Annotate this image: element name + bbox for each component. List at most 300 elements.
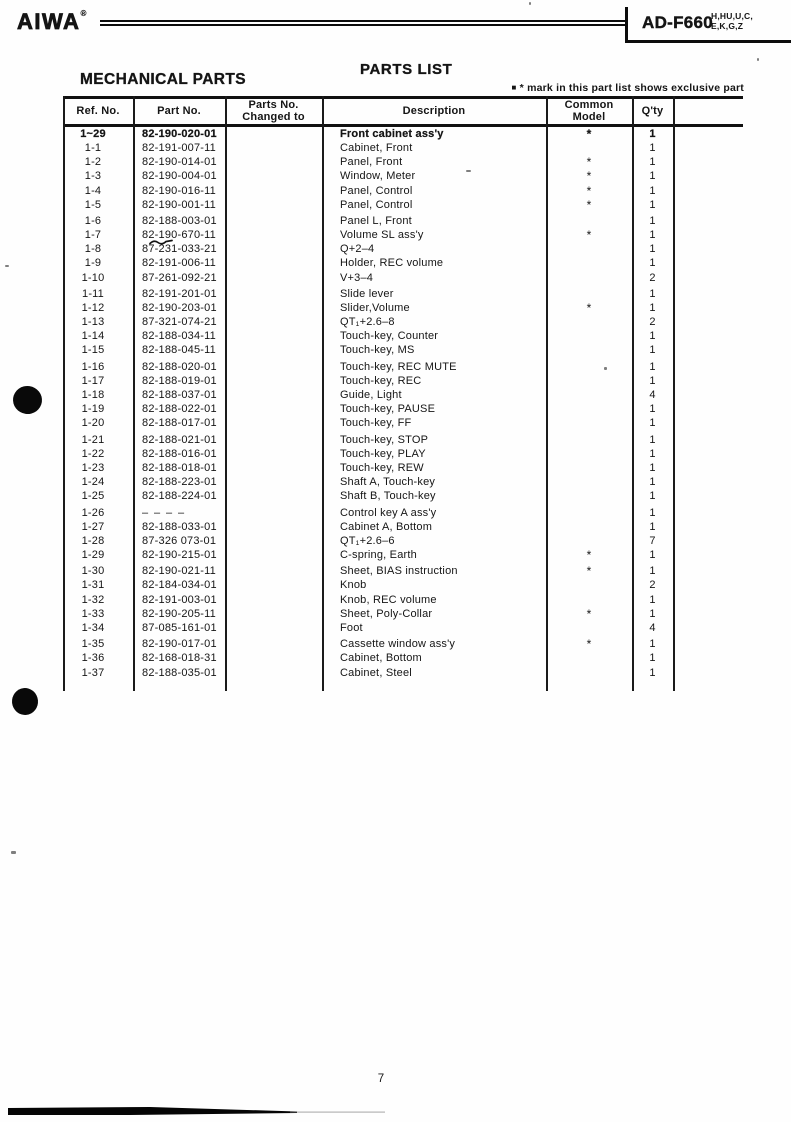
cell-part-no: 82-190-021-11 bbox=[142, 565, 216, 578]
cell-description: Touch-key, FF bbox=[340, 417, 412, 430]
cell-parts-no-changed-to bbox=[225, 141, 322, 155]
cell-common-model bbox=[546, 461, 632, 475]
row-group bbox=[63, 127, 743, 212]
cell-qty: 1 bbox=[649, 287, 656, 300]
cell-ref-no: 1-33 bbox=[81, 607, 105, 620]
page-number: 7 bbox=[377, 1073, 385, 1085]
cell-common-model: * bbox=[586, 127, 592, 141]
cell-ref-no: 1-16 bbox=[81, 360, 105, 373]
cell-part-no: 82-191-006-11 bbox=[142, 257, 216, 270]
table-row bbox=[63, 287, 743, 301]
aiwa-logo bbox=[17, 9, 86, 35]
cell-part-no: 82-188-018-01 bbox=[142, 461, 217, 474]
cell-description: Sheet, BIAS instruction bbox=[340, 565, 458, 578]
cell-ref-no: 1-2 bbox=[84, 156, 102, 169]
cell-parts-no-changed-to bbox=[225, 360, 322, 374]
cell-common-model bbox=[546, 578, 632, 592]
cell-part-no: 82-188-003-01 bbox=[142, 215, 217, 228]
cell-ref-no: 1-17 bbox=[81, 374, 105, 387]
cell-common-model bbox=[546, 242, 632, 256]
cell-part-no: 87-231-033-21 bbox=[142, 243, 217, 256]
cell-parts-no-changed-to bbox=[225, 329, 322, 343]
cell-part-no: 82-188-020-01 bbox=[142, 360, 217, 373]
cell-parts-no-changed-to bbox=[225, 637, 322, 651]
cell-parts-no-changed-to bbox=[225, 607, 322, 621]
cell-parts-no-changed-to bbox=[225, 214, 322, 228]
cell-parts-no-changed-to bbox=[225, 433, 322, 447]
cell-part-no: 82-188-017-01 bbox=[142, 417, 217, 430]
cell-description: Sheet, Poly-Collar bbox=[340, 607, 433, 620]
cell-parts-no-changed-to bbox=[225, 242, 322, 256]
cell-part-no: 82-188-033-01 bbox=[142, 520, 217, 533]
cell-ref-no: 1-28 bbox=[81, 534, 105, 547]
table-row bbox=[63, 534, 743, 548]
cell-qty: 1 bbox=[649, 344, 656, 357]
cell-common-model: * bbox=[586, 301, 592, 316]
cell-ref-no: 1-11 bbox=[82, 287, 104, 300]
cell-ref-no: 1-25 bbox=[81, 490, 105, 503]
cell-parts-no-changed-to bbox=[225, 416, 322, 430]
cell-qty: 1 bbox=[649, 447, 656, 460]
note-star: * bbox=[519, 82, 524, 94]
table-row bbox=[63, 374, 743, 388]
cell-description: Touch-key, REW bbox=[340, 461, 424, 474]
table-row bbox=[63, 184, 743, 198]
cell-parts-no-changed-to bbox=[225, 475, 322, 489]
cell-qty: 1 bbox=[649, 403, 656, 416]
column-header-line: Changed to bbox=[242, 110, 305, 123]
cell-ref-no: 1-22 bbox=[81, 447, 105, 460]
cell-parts-no-changed-to bbox=[225, 388, 322, 402]
cell-description: Knob bbox=[340, 579, 367, 592]
cell-description: Knob, REC volume bbox=[340, 593, 437, 606]
cell-parts-no-changed-to bbox=[225, 578, 322, 592]
cell-qty: 2 bbox=[649, 579, 656, 592]
table-row bbox=[63, 214, 743, 228]
cell-parts-no-changed-to bbox=[225, 155, 322, 169]
cell-ref-no: 1-29 bbox=[81, 549, 105, 562]
cell-common-model: * bbox=[586, 637, 592, 652]
cell-ref-no: 1-14 bbox=[81, 330, 105, 343]
cell-common-model bbox=[546, 475, 632, 489]
cell-common-model bbox=[546, 651, 632, 665]
brand-name: AIWA bbox=[17, 9, 81, 34]
cell-qty: 1 bbox=[649, 257, 656, 270]
column-header-line: Parts No. bbox=[248, 98, 299, 111]
table-row bbox=[63, 343, 743, 357]
cell-parts-no-changed-to bbox=[225, 621, 322, 635]
section-title: MECHANICAL PARTS bbox=[80, 71, 246, 88]
table-row bbox=[63, 360, 743, 374]
cell-qty: 1 bbox=[649, 565, 656, 578]
scan-speck bbox=[11, 851, 16, 854]
cell-part-no: 82-188-021-01 bbox=[142, 433, 217, 446]
table-row bbox=[63, 461, 743, 475]
cell-qty: 1 bbox=[649, 360, 656, 373]
cell-part-no: 82-188-022-01 bbox=[142, 403, 217, 416]
table-row bbox=[63, 198, 743, 212]
cell-ref-no: 1-19 bbox=[81, 403, 105, 416]
cell-common-model bbox=[546, 447, 632, 461]
cell-ref-no: 1-21 bbox=[81, 433, 105, 446]
cell-parts-no-changed-to bbox=[225, 447, 322, 461]
cell-part-no: 82-188-045-11 bbox=[142, 344, 216, 357]
cell-ref-no: 1~29 bbox=[80, 128, 106, 140]
cell-description: Control key A ass'y bbox=[340, 506, 437, 519]
cell-qty: 7 bbox=[649, 534, 656, 547]
model-versions-line1: H,HU,U,C, bbox=[711, 11, 753, 21]
cell-part-no: 82-188-035-01 bbox=[142, 666, 217, 679]
cell-parts-no-changed-to bbox=[225, 506, 322, 520]
cell-description: Window, Meter bbox=[340, 170, 416, 183]
cell-part-no: 82-190-670-11 bbox=[142, 229, 216, 242]
cell-qty: 1 bbox=[649, 243, 656, 256]
cell-ref-no: 1-35 bbox=[81, 638, 105, 651]
scan-speck bbox=[529, 2, 531, 5]
cell-ref-no: 1-12 bbox=[81, 302, 105, 315]
cell-common-model bbox=[546, 416, 632, 430]
cell-part-no: – – – – bbox=[142, 506, 185, 519]
cell-description: Front cabinet ass'y bbox=[340, 128, 444, 140]
cell-part-no: 82-168-018-31 bbox=[142, 652, 217, 665]
cell-parts-no-changed-to bbox=[225, 461, 322, 475]
table-row bbox=[63, 416, 743, 430]
exclusive-part-note bbox=[511, 82, 744, 94]
cell-description: Cassette window ass'y bbox=[340, 638, 456, 651]
cell-part-no: 82-188-019-01 bbox=[142, 374, 217, 387]
cell-description: Guide, Light bbox=[340, 389, 402, 402]
cell-part-no: 82-190-001-11 bbox=[142, 198, 216, 211]
cell-parts-no-changed-to bbox=[225, 184, 322, 198]
cell-parts-no-changed-to bbox=[225, 343, 322, 357]
model-versions-line2: E,K,G,Z bbox=[711, 21, 744, 31]
cell-qty: 1 bbox=[649, 215, 656, 228]
cell-description: Touch-key, STOP bbox=[340, 433, 429, 446]
cell-ref-no: 1-32 bbox=[81, 593, 105, 606]
page-title: PARTS LIST bbox=[360, 61, 453, 78]
cell-parts-no-changed-to bbox=[225, 374, 322, 388]
scan-speck bbox=[5, 265, 9, 267]
cell-part-no: 82-190-017-01 bbox=[142, 638, 217, 651]
cell-ref-no: 1-20 bbox=[81, 417, 105, 430]
cell-part-no: 82-188-037-01 bbox=[142, 389, 217, 402]
parts-table-body bbox=[63, 127, 743, 682]
square-bullet-icon: ■ bbox=[511, 83, 517, 92]
cell-parts-no-changed-to bbox=[225, 489, 322, 503]
cell-qty: 1 bbox=[649, 374, 656, 387]
cell-ref-no: 1-13 bbox=[81, 316, 105, 329]
cell-common-model bbox=[546, 141, 632, 155]
cell-description: V+3–4 bbox=[340, 271, 374, 284]
table-row bbox=[63, 141, 743, 155]
cell-common-model: * bbox=[586, 197, 592, 212]
table-row bbox=[63, 475, 743, 489]
cell-qty: 1 bbox=[649, 476, 656, 489]
model-version-codes bbox=[711, 11, 753, 31]
cell-common-model: * bbox=[586, 548, 592, 563]
cell-common-model bbox=[546, 489, 632, 503]
cell-qty: 2 bbox=[649, 316, 656, 329]
bottom-scan-bar bbox=[0, 1105, 791, 1117]
cell-description: Panel L, Front bbox=[340, 215, 412, 228]
cell-part-no: 87-085-161-01 bbox=[142, 621, 217, 634]
cell-qty: 1 bbox=[649, 506, 656, 519]
table-row bbox=[63, 506, 743, 520]
cell-part-no: 82-188-016-01 bbox=[142, 447, 217, 460]
column-header-ref-no- bbox=[63, 97, 133, 124]
cell-common-model: * bbox=[586, 606, 592, 621]
cell-part-no: 87-321-074-21 bbox=[142, 316, 217, 329]
cell-common-model: * bbox=[586, 564, 592, 579]
cell-ref-no: 1-3 bbox=[84, 170, 102, 183]
cell-common-model bbox=[546, 388, 632, 402]
cell-description: Panel, Control bbox=[340, 184, 413, 197]
cell-common-model bbox=[546, 506, 632, 520]
cell-common-model: * bbox=[586, 228, 592, 243]
cell-qty: 1 bbox=[649, 490, 656, 503]
table-row bbox=[63, 301, 743, 315]
cell-parts-no-changed-to bbox=[225, 564, 322, 578]
scan-speck bbox=[604, 367, 607, 370]
cell-part-no: 87-326 073-01 bbox=[142, 534, 217, 547]
table-row bbox=[63, 329, 743, 343]
model-number: AD-F660 bbox=[642, 13, 714, 32]
cell-part-no: 82-188-224-01 bbox=[142, 490, 217, 503]
cell-description: QT₁+2.6–8 bbox=[340, 316, 395, 329]
cell-description: Touch-key, REC bbox=[340, 374, 422, 387]
cell-description: Cabinet A, Bottom bbox=[340, 520, 433, 533]
cell-common-model bbox=[546, 287, 632, 301]
cell-description: Slide lever bbox=[340, 287, 394, 300]
row-group bbox=[63, 506, 743, 563]
cell-common-model bbox=[546, 402, 632, 416]
cell-qty: 1 bbox=[649, 593, 656, 606]
table-row bbox=[63, 315, 743, 329]
cell-qty: 1 bbox=[649, 156, 656, 169]
table-row bbox=[63, 433, 743, 447]
cell-ref-no: 1-9 bbox=[84, 257, 102, 270]
table-row bbox=[63, 607, 743, 621]
model-box-vertical-line bbox=[625, 7, 628, 41]
cell-description: Cabinet, Steel bbox=[340, 666, 412, 679]
cell-part-no: 82-191-007-11 bbox=[142, 142, 216, 155]
punch-hole-mark-top bbox=[11, 384, 44, 416]
cell-qty: 1 bbox=[649, 520, 656, 533]
cell-qty: 1 bbox=[649, 652, 656, 665]
table-row bbox=[63, 256, 743, 270]
table-row bbox=[63, 666, 743, 680]
column-header-line: Description bbox=[402, 104, 466, 117]
cell-ref-no: 1-1 bbox=[84, 142, 102, 155]
cell-qty: 1 bbox=[649, 198, 656, 211]
cell-description: Touch-key, REC MUTE bbox=[340, 360, 457, 373]
row-group bbox=[63, 287, 743, 358]
cell-ref-no: 1-36 bbox=[81, 652, 105, 665]
cell-common-model bbox=[546, 360, 632, 374]
cell-part-no: 82-190-215-01 bbox=[142, 549, 217, 562]
cell-qty: 1 bbox=[649, 666, 656, 679]
cell-ref-no: 1-18 bbox=[81, 389, 105, 402]
cell-common-model bbox=[546, 534, 632, 548]
scan-speck bbox=[466, 170, 471, 172]
cell-parts-no-changed-to bbox=[225, 666, 322, 680]
cell-qty: 1 bbox=[649, 229, 656, 242]
cell-common-model bbox=[546, 433, 632, 447]
table-row bbox=[63, 388, 743, 402]
cell-qty: 1 bbox=[649, 638, 656, 651]
punch-hole-mark-bottom bbox=[11, 687, 40, 717]
cell-common-model: * bbox=[586, 183, 592, 198]
model-box-horizontal-line bbox=[625, 40, 791, 43]
cell-description: Q+2–4 bbox=[340, 243, 375, 256]
cell-qty: 1 bbox=[649, 607, 656, 620]
column-header-q-ty bbox=[632, 97, 673, 124]
cell-qty: 1 bbox=[649, 330, 656, 343]
cell-common-model bbox=[546, 593, 632, 607]
table-row bbox=[63, 651, 743, 665]
column-header-parts-no- bbox=[225, 97, 322, 124]
header-rule-bottom bbox=[100, 24, 627, 26]
pen-underline-mark bbox=[149, 238, 173, 246]
cell-ref-no: 1-4 bbox=[84, 184, 102, 197]
cell-ref-no: 1-15 bbox=[81, 344, 105, 357]
cell-parts-no-changed-to bbox=[225, 548, 322, 562]
cell-ref-no: 1-26 bbox=[81, 506, 105, 519]
table-row bbox=[63, 578, 743, 592]
cell-parts-no-changed-to bbox=[225, 127, 322, 141]
cell-common-model bbox=[546, 520, 632, 534]
cell-ref-no: 1-31 bbox=[81, 579, 105, 592]
cell-parts-no-changed-to bbox=[225, 315, 322, 329]
cell-qty: 1 bbox=[649, 170, 656, 183]
cell-ref-no: 1-23 bbox=[81, 461, 105, 474]
column-header-line: Ref. No. bbox=[76, 104, 120, 117]
row-group bbox=[63, 433, 743, 504]
cell-parts-no-changed-to bbox=[225, 271, 322, 285]
cell-qty: 2 bbox=[649, 271, 656, 284]
column-header-line: Q'ty bbox=[641, 104, 664, 117]
cell-ref-no: 1-5 bbox=[84, 198, 102, 211]
column-header-description bbox=[322, 97, 546, 124]
cell-part-no: 82-184-034-01 bbox=[142, 579, 217, 592]
table-row bbox=[63, 402, 743, 416]
cell-qty: 4 bbox=[649, 621, 656, 634]
cell-part-no: 82-191-201-01 bbox=[142, 287, 217, 300]
cell-ref-no: 1-30 bbox=[81, 565, 105, 578]
cell-part-no: 82-190-014-01 bbox=[142, 156, 217, 169]
scan-speck bbox=[757, 58, 759, 61]
table-row bbox=[63, 271, 743, 285]
cell-description: Touch-key, MS bbox=[340, 344, 415, 357]
cell-part-no: 82-190-020-01 bbox=[142, 128, 217, 140]
cell-common-model bbox=[546, 329, 632, 343]
cell-ref-no: 1-6 bbox=[84, 215, 102, 228]
cell-description: Foot bbox=[340, 621, 363, 634]
table-row bbox=[63, 548, 743, 562]
cell-parts-no-changed-to bbox=[225, 520, 322, 534]
cell-common-model: * bbox=[586, 169, 592, 184]
cell-parts-no-changed-to bbox=[225, 198, 322, 212]
cell-description: Touch-key, PAUSE bbox=[340, 403, 436, 416]
cell-ref-no: 1-7 bbox=[84, 229, 102, 242]
cell-ref-no: 1-10 bbox=[81, 271, 105, 284]
cell-qty: 4 bbox=[649, 389, 656, 402]
cell-qty: 1 bbox=[649, 433, 656, 446]
cell-ref-no: 1-8 bbox=[84, 243, 102, 256]
cell-ref-no: 1-34 bbox=[81, 621, 105, 634]
cell-description: C-spring, Earth bbox=[340, 549, 417, 562]
column-header-line: Model bbox=[572, 110, 606, 123]
cell-parts-no-changed-to bbox=[225, 287, 322, 301]
cell-part-no: 82-188-223-01 bbox=[142, 476, 217, 489]
registered-trademark-icon: ® bbox=[80, 9, 87, 18]
cell-parts-no-changed-to bbox=[225, 301, 322, 315]
cell-qty: 1 bbox=[649, 461, 656, 474]
table-row bbox=[63, 127, 743, 141]
cell-common-model bbox=[546, 374, 632, 388]
column-header-part-no- bbox=[133, 97, 225, 124]
cell-qty: 1 bbox=[649, 184, 656, 197]
cell-ref-no: 1-24 bbox=[81, 476, 105, 489]
cell-parts-no-changed-to bbox=[225, 228, 322, 242]
cell-common-model bbox=[546, 315, 632, 329]
cell-description: Panel, Control bbox=[340, 198, 413, 211]
cell-part-no: 87-261-092-21 bbox=[142, 271, 217, 284]
row-group bbox=[63, 360, 743, 431]
column-header-common bbox=[546, 97, 632, 124]
cell-qty: 1 bbox=[649, 128, 656, 140]
row-group bbox=[63, 637, 743, 679]
cell-description: Cabinet, Front bbox=[340, 142, 413, 155]
cell-description: QT₁+2.6–6 bbox=[340, 534, 395, 547]
column-header-line: Part No. bbox=[157, 104, 201, 117]
cell-part-no: 82-190-004-01 bbox=[142, 170, 217, 183]
cell-description: Holder, REC volume bbox=[340, 257, 444, 270]
cell-qty: 1 bbox=[649, 549, 656, 562]
cell-part-no: 82-191-003-01 bbox=[142, 593, 217, 606]
table-row bbox=[63, 564, 743, 578]
cell-common-model bbox=[546, 343, 632, 357]
cell-parts-no-changed-to bbox=[225, 169, 322, 183]
cell-description: Touch-key, PLAY bbox=[340, 447, 426, 460]
cell-parts-no-changed-to bbox=[225, 256, 322, 270]
cell-common-model: * bbox=[586, 155, 592, 170]
cell-common-model bbox=[546, 621, 632, 635]
cell-parts-no-changed-to bbox=[225, 651, 322, 665]
cell-qty: 1 bbox=[649, 417, 656, 430]
cell-parts-no-changed-to bbox=[225, 402, 322, 416]
table-row bbox=[63, 169, 743, 183]
cell-common-model bbox=[546, 666, 632, 680]
cell-description: Volume SL ass'y bbox=[340, 229, 424, 242]
column-header-line: Common bbox=[564, 98, 614, 111]
cell-description: Panel, Front bbox=[340, 156, 403, 169]
row-group bbox=[63, 564, 743, 635]
table-row bbox=[63, 621, 743, 635]
header-rule-top bbox=[100, 20, 627, 22]
cell-part-no: 82-190-205-11 bbox=[142, 607, 216, 620]
cell-qty: 1 bbox=[649, 302, 656, 315]
note-text: mark in this part list shows exclusive part bbox=[527, 82, 744, 94]
table-row bbox=[63, 593, 743, 607]
cell-description: Touch-key, Counter bbox=[340, 330, 439, 343]
cell-common-model bbox=[546, 214, 632, 228]
cell-description: Shaft B, Touch-key bbox=[340, 490, 436, 503]
table-row bbox=[63, 489, 743, 503]
cell-parts-no-changed-to bbox=[225, 593, 322, 607]
cell-part-no: 82-190-203-01 bbox=[142, 302, 217, 315]
cell-part-no: 82-190-016-11 bbox=[142, 184, 216, 197]
